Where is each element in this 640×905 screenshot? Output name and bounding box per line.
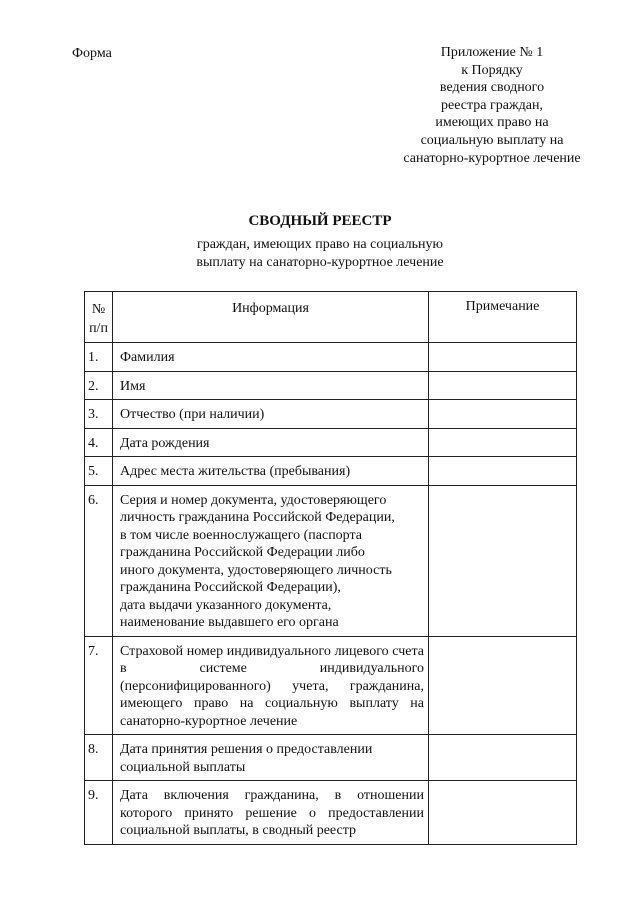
row-number: 9. bbox=[85, 781, 113, 845]
row-info-line: иного документа, удостоверяющего личность bbox=[120, 562, 392, 578]
appendix-line: имеющих право на bbox=[435, 115, 549, 131]
row-number: 1. bbox=[85, 343, 113, 372]
appendix-line: ведения сводного bbox=[439, 80, 545, 96]
table-row bbox=[85, 343, 577, 372]
row-info-line: гражданина Российской Федерации), bbox=[120, 580, 341, 595]
table-row bbox=[85, 400, 577, 429]
column-header-note: Примечание bbox=[429, 292, 577, 343]
row-info-line: в том числе военнослужащего (паспорта bbox=[120, 527, 362, 543]
row-info-line: личность гражданина Российской Федерации, bbox=[120, 510, 395, 525]
appendix-line: санаторно-курортное лечение bbox=[403, 150, 581, 166]
row-info: Отчество (при наличии) bbox=[113, 400, 429, 429]
row-info-line: гражданина Российской Федерации либо bbox=[120, 545, 365, 560]
document-subtitle bbox=[0, 236, 640, 271]
row-number: 4. bbox=[85, 428, 113, 457]
row-info: Страховой номер индивидуального лицевого счета в системе индивидуального (персонифицированного) учета, гражданина, имеющего право на социальную выплату на санаторно-курортное лечение bbox=[113, 636, 429, 735]
row-info-line: Серия и номер документа, удостоверяющего bbox=[120, 492, 387, 508]
row-note-cell bbox=[429, 457, 577, 486]
table-row bbox=[85, 735, 577, 781]
appendix-line: к Порядку bbox=[461, 62, 523, 78]
row-note-cell bbox=[429, 781, 577, 845]
table-row bbox=[85, 371, 577, 400]
row-note-cell bbox=[429, 343, 577, 372]
column-header-number-abbr: п/п bbox=[89, 321, 108, 336]
column-header-info: Информация bbox=[113, 292, 429, 343]
row-note-cell bbox=[429, 735, 577, 781]
appendix-line: социальную выплату на bbox=[420, 132, 564, 148]
table-header-row bbox=[85, 292, 577, 343]
row-note-cell bbox=[429, 428, 577, 457]
table-row bbox=[85, 485, 577, 636]
row-info bbox=[113, 735, 429, 781]
row-note-cell bbox=[429, 636, 577, 735]
row-info: Фамилия bbox=[113, 343, 429, 372]
appendix-line: Приложение № 1 bbox=[440, 45, 544, 60]
row-info-line: социальной выплаты bbox=[120, 759, 246, 775]
table-row bbox=[85, 457, 577, 486]
row-info: Адрес места жительства (пребывания) bbox=[113, 457, 429, 486]
row-note-cell bbox=[429, 371, 577, 400]
table-row bbox=[85, 781, 577, 845]
table-row bbox=[85, 636, 577, 735]
column-header-number bbox=[85, 292, 113, 343]
row-number: 2. bbox=[85, 371, 113, 400]
row-info-line: наименование выдавшего его органа bbox=[120, 615, 339, 630]
registry-table bbox=[84, 291, 577, 845]
row-number: 8. bbox=[85, 735, 113, 781]
row-info-line: Дата принятия решения о предоставлении bbox=[120, 742, 373, 757]
appendix-block bbox=[382, 44, 602, 167]
row-number: 7. bbox=[85, 636, 113, 735]
table-row bbox=[85, 428, 577, 457]
row-number: 5. bbox=[85, 457, 113, 486]
row-note-cell bbox=[429, 485, 577, 636]
subtitle-line: граждан, имеющих право на социальную bbox=[196, 237, 444, 252]
row-info bbox=[113, 485, 429, 636]
subtitle-line: выплату на санаторно-курортное лечение bbox=[196, 254, 444, 270]
form-label: Форма bbox=[72, 46, 112, 61]
appendix-line: реестра граждан, bbox=[441, 97, 543, 113]
row-note-cell bbox=[429, 400, 577, 429]
column-header-number-symbol: № bbox=[91, 302, 106, 317]
document-title: СВОДНЫЙ РЕЕСТР bbox=[248, 213, 392, 229]
row-number: 6. bbox=[85, 485, 113, 636]
row-info: Имя bbox=[113, 371, 429, 400]
row-number: 3. bbox=[85, 400, 113, 429]
row-info-line: дата выдачи указанного документа, bbox=[120, 597, 332, 613]
row-info: Дата рождения bbox=[113, 428, 429, 457]
row-info: Дата включения гражданина, в отношении которого принято решение о предоставлении социальной выплаты, в сводный реестр bbox=[113, 781, 429, 845]
